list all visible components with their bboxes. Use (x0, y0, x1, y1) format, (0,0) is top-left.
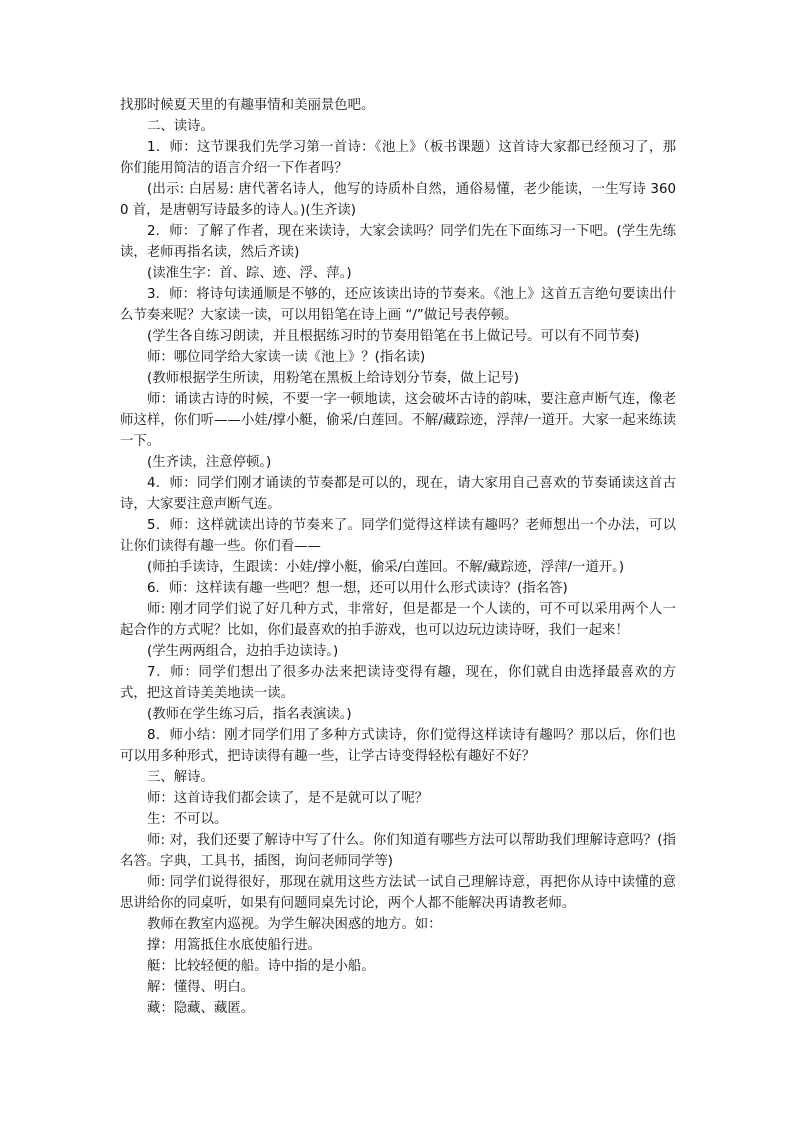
paragraph-7: 3．师：将诗句读通顺是不够的，还应该读出诗的节奏来。《池上》这首五言绝句要读出什么节奏来呢？大家读一读，可以用铅笔在诗上画 “/”做记号表停顿。 (120, 287, 676, 323)
paragraph-3: 1．师：这节课我们先学习第一首诗：《池上》（板书课题）这首诗大家都已经预习了，那你们能用简洁的语言介绍一下作者吗？ (120, 140, 676, 176)
paragraph-25: 师: 对，我们还要了解诗中写了什么。你们知道有哪些方法可以帮助我们理解诗意吗？(指名答。字典，工具书，插图，询问老师同学等) (120, 833, 676, 869)
paragraph-13: 4．师：同学们刚才诵读的节奏都是可以的，现在，请大家用自己喜欢的节奏诵读这首古诗，大家要注意声断气连。 (120, 476, 676, 512)
section-heading-explain-poem: 三、解诗。 (147, 770, 214, 785)
paragraph-18: (学生两两组合，边拍手边读诗。) (147, 644, 339, 659)
paragraph-19: 7．师：同学们想出了很多办法来把读诗变得有趣，现在，你们就自由选择最喜欢的方式，把这首诗美美地读一读。 (120, 665, 676, 701)
paragraph-1: 找那时候夏天里的有趣事情和美丽景色吧。 (120, 98, 375, 113)
paragraph-26: 师: 同学们说得很好，那现在就用这些方法试一试自己理解诗意，再把你从诗中读懂的意思讲给你的同桌听，如果有问题同桌先讨论，两个人都不能解决再请教老师。 (120, 875, 676, 911)
section-heading-read-poem: 二、读诗。 (147, 119, 214, 134)
paragraph-12: (生齐读，注意停顿。) (147, 455, 272, 470)
paragraph-5: 2．师：了解了作者，现在来读诗，大家会读吗？同学们先在下面练习一下吧。(学生先练读，老师再指名读，然后齐读) (120, 224, 676, 260)
paragraph-23: 师：这首诗我们都会读了，是不是就可以了呢？ (147, 791, 429, 806)
paragraph-21: 8．师小结：刚才同学们用了多种方式读诗，你们觉得这样读诗有趣吗？那以后，你们也可以用多种形式，把诗读得有趣一些，让学古诗变得轻松有趣好不好？ (120, 728, 676, 764)
definition-cang: 藏：隐藏、藏匿。 (147, 1001, 255, 1016)
paragraph-24: 生：不可以。 (147, 812, 228, 827)
paragraph-20: (教师在学生练习后，指名表演读。) (147, 707, 352, 722)
paragraph-27: 教师在教室内巡视。为学生解决困惑的地方。如： (147, 917, 442, 932)
document-body (120, 95, 676, 1019)
paragraph-17: 师: 刚才同学们说了好几种方式，非常好，但是都是一个人读的，可不可以采用两个人一起合作的方式呢？比如，你们最喜欢的拍手游戏，也可以边玩边读诗呀，我们一起来！ (120, 602, 676, 638)
paragraph-14: 5．师：这样就读出诗的节奏来了。同学们觉得这样读有趣吗？老师想出一个办法，可以让你们读得有趣一些。你们看—— (120, 518, 676, 554)
paragraph-11: 师：诵读古诗的时候，不要一字一顿地读，这会破坏古诗的韵味，要注意声断气连，像老师这样，你们听——小娃/撑小艇，偷采/白莲回。不解/藏踪迹，浮萍/一道开。大家一起来练读一下。 (120, 392, 676, 449)
definition-jie: 解：懂得、明白。 (147, 980, 255, 995)
definition-cheng: 撑：用篙抵住水底使船行进。 (147, 938, 322, 953)
paragraph-8: (学生各自练习朗读，并且根据练习时的节奏用铅笔在书上做记号。可以有不同节奏) (147, 329, 640, 344)
paragraph-9: 师：哪位同学给大家读一读《池上》？(指名读) (147, 350, 426, 365)
paragraph-16: 6．师：这样读有趣一些吧？想一想，还可以用什么形式读诗？(指名答) (147, 581, 568, 596)
paragraph-10: (教师根据学生所读，用粉笔在黑板上给诗划分节奏，做上记号) (147, 371, 519, 386)
paragraph-4: (出示: 白居易: 唐代著名诗人，他写的诗质朴自然，通俗易懂，老少能读，一生写诗 3600 首，是唐朝写诗最多的诗人。)(生齐读) (120, 182, 676, 218)
paragraph-15: (师拍手读诗，生跟读：小娃/撑小艇，偷采/白莲回。不解/藏踪迹，浮萍/一道开。) (147, 560, 625, 575)
definition-ting: 艇：比较轻便的船。诗中指的是小船。 (147, 959, 375, 974)
paragraph-6: (读准生字：首、踪、迹、浮、萍。) (147, 266, 352, 281)
